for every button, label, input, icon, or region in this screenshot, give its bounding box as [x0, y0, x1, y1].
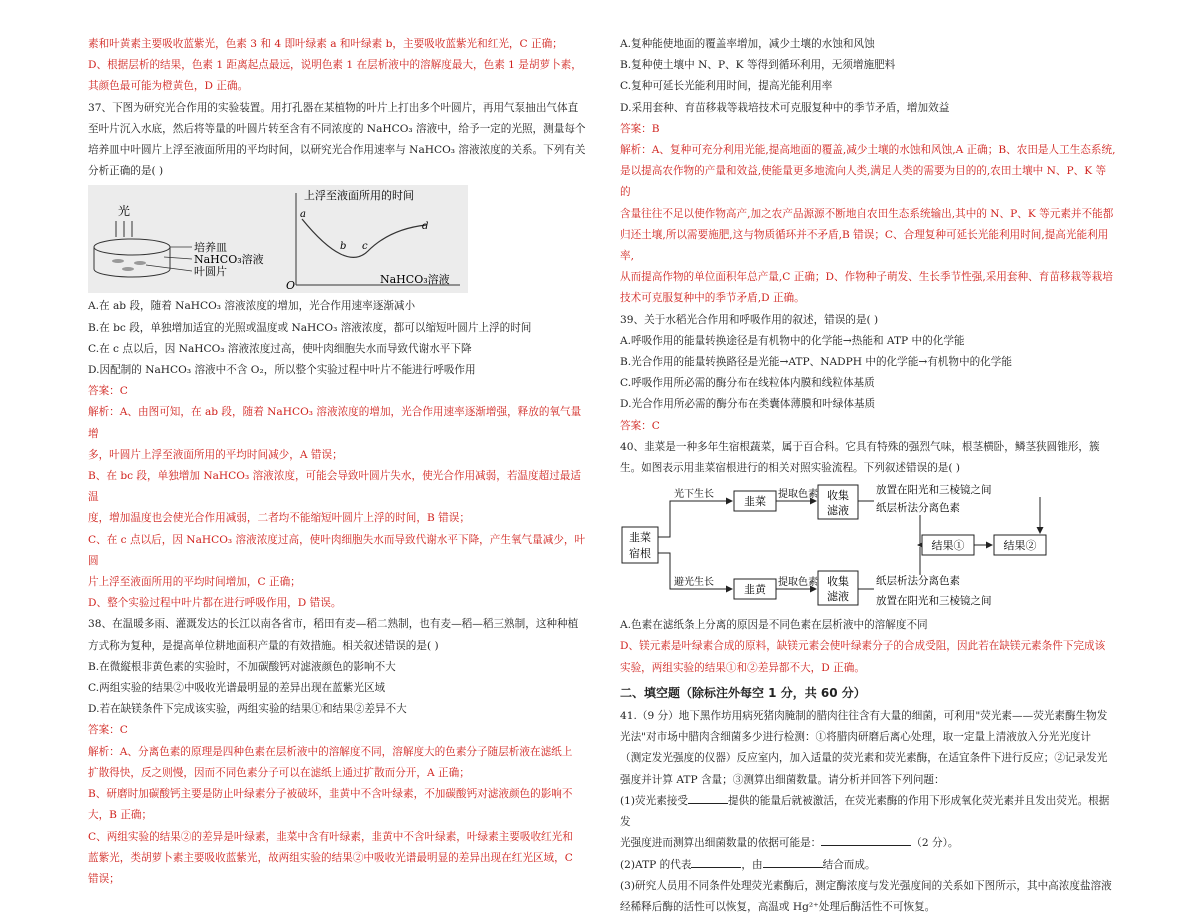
explanation: 技术可克服复种中的季节矛盾,D 正确。: [620, 292, 805, 305]
root-label-1: 韭菜: [629, 531, 651, 545]
solution-label: NaHCO₃溶液: [194, 253, 264, 267]
text-line: 强度并计算 ATP 含量；③测算出细菌数量。请分析并回答下列问题：: [620, 773, 945, 786]
left-column: [88, 34, 588, 890]
explanation: 从而提高作物的单位面积年总产量,C 正确；D、作物种子萌发、生长季节性强,采用套种、育苗移栽等栽培: [620, 271, 1113, 284]
x-axis-label: NaHCO₃溶液: [380, 273, 450, 287]
option-a: A.在 ab 段，随着 NaHCO₃ 溶液浓度的增加，光合作用速率逐渐减小: [88, 300, 416, 313]
yellow-label: 韭黄: [744, 583, 766, 597]
place-label-2: 放置在阳光和三棱镜之间: [876, 595, 992, 608]
leaf-disc: [134, 261, 146, 265]
text-span: 光强度进而测算出细菌数量的依据可能是：: [620, 837, 822, 850]
light-label: 光: [118, 204, 131, 219]
dish-label: 培养皿: [194, 241, 227, 255]
option-c: C.在 c 点以后，因 NaHCO₃ 溶液浓度过高，使叶肉细胞失水而导致代谢水平下降: [88, 342, 472, 355]
point-c: c: [362, 241, 368, 253]
question-40: 40、韭菜是一种多年生宿根蔬菜，属于百合科。它具有特殊的强烈气味，根茎横卧，鳞茎狭圆锥形，簇: [620, 440, 1100, 453]
answer: 答案：C: [88, 385, 128, 398]
text-line: (3)研究人员用不同条件处理荧光素酶后，测定酶浓度与发光强度间的关系如下图所示，其中高浓度盐溶液: [620, 879, 1112, 892]
collect-label-1a: 收集: [827, 489, 849, 503]
branch-top: [658, 501, 732, 537]
answer-blank[interactable]: [691, 855, 741, 868]
text-line: 至叶片沉入水底，然后将等量的叶圆片转至含有不同浓度的 NaHCO₃ 溶液中，给予一定的光照，测量每个: [88, 122, 586, 135]
experiment-diagram: [88, 185, 468, 293]
collect-label-2b: 滤液: [827, 590, 849, 604]
text-line: 其颜色最可能为橙黄色，D 正确。: [88, 80, 249, 93]
section-heading: 二、填空题（除标注外每空 1 分，共 60 分）: [620, 685, 866, 700]
explanation: D、整个实验过程中叶片都在进行呼吸作用，D 错误。: [88, 597, 342, 610]
option-b: B.在微縦根非黄色素的实验时，不加碳酸钙对滤液颜色的影响不大: [88, 660, 396, 673]
option-d: D.采用套种、育苗移栽等栽培技术可克服复种中的季节矛盾，增加效益: [620, 101, 950, 114]
text-span: (2)ATP 的代表: [620, 858, 692, 871]
question-38: 38、在温暖多雨、灌溉发达的长江以南各省市，稻田有麦—稻二熟制，也有麦—稻—稻三熟制，这种种植: [88, 618, 579, 631]
pointer-line: [164, 257, 192, 259]
text-span: 提供的能量后就被激活，在荧光素酶的作用下形成氧化荧光素并且发出荧光。根据发: [620, 794, 1110, 829]
option-a: A.色素在滤纸条上分离的原因是不同色素在层析液中的溶解度不同: [620, 619, 928, 632]
explanation: 扩散得快，反之则慢，因而不同色素分子可以在滤纸上通过扩散而分开，A 正确；: [88, 766, 470, 779]
explanation: D、镁元素是叶绿素合成的原料，缺镁元素会使叶绿素分子的合成受阻，因此若在缺镁元素条件下完成该: [620, 640, 1106, 653]
text-line: 培养皿中叶圆片上浮至液面所用的平均时间，以研究光合作用速率与 NaHCO₃ 溶液浓度的关系。下列有关: [88, 144, 586, 157]
explanation: 实验，两组实验的结果①和②差异都不大，D 正确。: [620, 661, 865, 674]
explanation: 含量往往不足以使作物高产,加之农产品源源不断地自农田生态系统输出,其中的 N、P、K 等元素并不能都: [620, 207, 1114, 220]
text-line: [620, 855, 1116, 876]
option-b: B.在 bc 段，单独增加适宜的光照或温度或 NaHCO₃ 溶液浓度，都可以缩短叶圆片上浮的时间: [88, 321, 532, 334]
y-axis-label: 上浮至液面所用的时间: [304, 189, 414, 203]
explanation: C、两组实验的结果②的差异是叶绿素，韭菜中含有叶绿素，韭黄中不含叶绿素，叶绿素主要吸收红光和: [88, 830, 573, 843]
option-d: D.若在缺镁条件下完成该实验，两组实验的结果①和结果②差异不大: [88, 703, 407, 716]
arrow: [918, 515, 920, 545]
pointer-line: [146, 265, 192, 271]
extract-label-2: 提取色素: [778, 577, 818, 589]
text-line: 方式称为复种，是提高单位耕地面积产量的有效措施。相关叙述错误的是( ): [88, 639, 439, 652]
explanation: 大，B 正确；: [88, 809, 153, 822]
result-2-label: 结果②: [1003, 539, 1037, 553]
collect-label-2a: 收集: [827, 575, 849, 589]
explanation: 归还土壤,所以需要施肥,这与物质循环并不矛盾,B 错误；C、合理复种可延长光能利用时间,提高光能利用率,: [620, 228, 1109, 263]
root-label-2: 宿根: [629, 547, 651, 561]
leaf-disc: [112, 259, 124, 263]
text-line: D、根据层析的结果，色素 1 距离起点最远，说明色素 1 在层析液中的溶解度最大，色素 1 是胡萝卜素，: [88, 59, 582, 72]
text-line: [620, 833, 1116, 854]
origin-label: O: [286, 279, 296, 293]
option-c: C.两组实验的结果②中吸收光谱最明显的差异出现在蓝紫光区域: [88, 682, 386, 695]
text-span: 结合而成。: [822, 858, 876, 871]
explanation: 多，叶圆片上浮至液面所用的平均时间减少，A 错误；: [88, 448, 343, 461]
explanation: B、研磨时加碳酸钙主要是防止叶绿素分子被破坏，韭黄中不含叶绿素，不加碳酸钙对滤液颜色的影响不: [88, 788, 573, 801]
text-line: 光法"对市场中腊肉含细菌多少进行检测：①将腊肉研磨后离心处理，取一定量上清液放入分光光度计: [620, 731, 1091, 744]
text-line: [620, 791, 1116, 833]
light-growth-label: 光下生长: [674, 489, 714, 501]
experiment-figure: [88, 185, 468, 293]
answer: 答案：C: [620, 419, 660, 432]
option-b: B.光合作用的能量转换路径是光能→ATP、NADPH 中的化学能→有机物中的化学能: [620, 356, 1012, 369]
result-1-label: 结果①: [931, 539, 965, 553]
text-line: 经稀释后酶的活性可以恢复，高温或 Hg²⁺处理后酶活性不可恢复。: [620, 900, 936, 913]
text-line: 素和叶黄素主要吸收蓝紫光，色素 3 和 4 即叶绿素 a 和叶绿素 b，主要吸收蓝紫光和红光，C 正确；: [88, 38, 563, 50]
text-line: （测定发光强度的仪器）反应室内，加入适量的荧光素和荧光素酶，在适宜条件下进行反应；②记录发光: [620, 752, 1108, 765]
option-a: A.复种能使地面的覆盖率增加，减少土壤的水蚀和风蚀: [620, 38, 875, 50]
explanation: 解析：A、复种可充分利用光能,提高地面的覆盖,减少土壤的水蚀和风蚀,A 正确；B、农田是人工生态系统,: [620, 144, 1116, 157]
text-span: （2 分）。: [911, 837, 959, 850]
sep-label-1: 纸层析法分离色素: [876, 502, 960, 515]
option-a: A.呼吸作用的能量转换途径是有机物中的化学能→热能和 ATP 中的化学能: [620, 334, 965, 347]
answer: 答案：B: [620, 122, 660, 135]
point-a: a: [300, 209, 306, 221]
disc-label: 叶圆片: [194, 265, 227, 279]
option-c: C.呼吸作用所必需的酶分布在线粒体内膜和线粒体基质: [620, 377, 875, 390]
sep-label-2: 纸层析法分离色素: [876, 575, 960, 588]
option-d: D.因配制的 NaHCO₃ 溶液中不含 O₂，所以整个实验过程中叶片不能进行呼吸作用: [88, 364, 476, 377]
text-span: (1)荧光素接受: [620, 794, 688, 807]
extract-label-1: 提取色素: [778, 489, 818, 501]
answer: 答案：C: [88, 724, 128, 737]
dark-growth-label: 避光生长: [674, 577, 714, 589]
dish-rim: [94, 239, 170, 255]
option-d: D.光合作用所必需的酶分布在类囊体薄膜和叶绿体基质: [620, 398, 876, 411]
leek-label: 韭菜: [744, 495, 766, 509]
option-b: B.复种使土壤中 N、P、K 等得到循环利用，无须增施肥料: [620, 59, 896, 72]
place-label-1: 放置在阳光和三棱镜之间: [876, 484, 992, 497]
explanation: 解析：A、分离色素的原理是四种色素在层析液中的溶解度不同，溶解度大的色素分子随层析液在滤纸上: [88, 745, 573, 758]
explanation: B、在 bc 段，单独增加 NaHCO₃ 溶液浓度，可能会导致叶圆片失水，使光合作用减弱，若温度超过最适温: [88, 470, 581, 504]
point-d: d: [422, 221, 429, 233]
explanation: C、在 c 点以后，因 NaHCO₃ 溶液浓度过高，使叶肉细胞失水而导致代谢水平下降，产生氧气量减少，叶圆: [88, 533, 586, 567]
answer-blank[interactable]: [688, 791, 728, 804]
explanation: 解析：A、由图可知，在 ab 段，随着 NaHCO₃ 溶液浓度的增加，光合作用速率逐渐增强，释放的氧气量增: [88, 406, 582, 440]
explanation: 度，增加温度也会使光合作用减弱，二者均不能缩短叶圆片上浮的时间，B 错误；: [88, 512, 470, 525]
explanation: 错误；: [88, 872, 120, 885]
leaf-disc: [122, 267, 134, 271]
answer-blank[interactable]: [763, 855, 823, 868]
option-c: C.复种可延长光能利用时间，提高光能利用率: [620, 80, 833, 93]
collect-label-1b: 滤液: [827, 504, 849, 518]
explanation: 片上浮至液面所用的平均时间增加，C 正确；: [88, 576, 301, 589]
text-line: 分析正确的是( ): [88, 165, 164, 178]
explanation: 蓝紫光，类胡萝卜素主要吸收蓝紫光，故两组实验的结果②中吸收光谱最明显的差异出现在红光区域，C: [88, 851, 573, 864]
text-span: ，由: [741, 858, 763, 871]
explanation: 是以提高农作物的产量和效益,使能量更多地流向人类,满足人类的需要为目的的,农田土壤中 N、P、K 等的: [620, 165, 1107, 199]
text-line: 生。如图表示用韭菜宿根进行的相关对照实验流程。下列叙述错误的是( ): [620, 462, 961, 475]
question-41: 41.（9 分）地下黑作坊用病死猪肉腌制的腊肉往往含有大量的细菌，可利用"荧光素——荧光素酶生物发: [620, 710, 1108, 723]
point-b: b: [340, 241, 347, 253]
flow-diagram: [620, 483, 1050, 611]
question-37: 37、下图为研究光合作用的实验装置。用打孔器在某植物的叶片上打出多个叶圆片，再用气泵抽出气体直: [88, 101, 579, 114]
answer-blank[interactable]: [821, 833, 911, 846]
right-column: [620, 34, 1116, 918]
flow-svg: [620, 483, 1050, 611]
question-39: 39、关于水稻光合作用和呼吸作用的叙述，错误的是( ): [620, 313, 879, 326]
